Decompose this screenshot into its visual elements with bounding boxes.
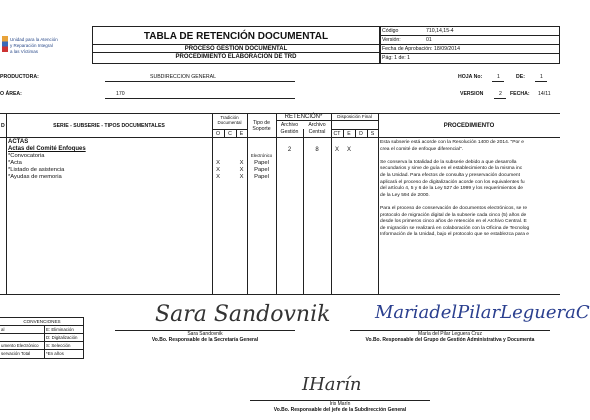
signature-role: Vo.Bo. Responsable del Grupo de Gestión Administrativa y Documenta bbox=[365, 337, 535, 343]
col-procedimiento-header: PROCEDIMIENTO bbox=[443, 123, 495, 129]
tipo-soporte: Papel bbox=[254, 160, 269, 166]
col-serie-header: SERIE - SUBSERIE - TIPOS DOCUMENTALES bbox=[53, 123, 165, 129]
tipo-o: X bbox=[216, 160, 220, 166]
area-label: O ÁREA: bbox=[0, 91, 22, 97]
convention-right: S: Selección bbox=[46, 343, 71, 348]
disp-ct: CT bbox=[333, 130, 341, 137]
procedimiento-line: Esta subserie está acorde con la Resolución 1400 de 2014. "Por e bbox=[380, 140, 524, 145]
signature-name: Sara Sandovnik bbox=[187, 331, 223, 337]
area-value: 170 bbox=[116, 91, 125, 97]
convention-right: D: Digitalización bbox=[46, 335, 78, 340]
tipo-name: *Convocatoria bbox=[8, 153, 45, 159]
signature-role: Vo.Bo. Responsable de la Secretaría General bbox=[151, 337, 259, 343]
logo-line-1: Unidad para la Atención bbox=[10, 37, 58, 42]
col-soporte-header bbox=[247, 120, 276, 132]
col-tradicion-header bbox=[212, 115, 247, 125]
tipo-e: X bbox=[239, 174, 244, 180]
meta-page: Pág: 1 de: 1 bbox=[382, 55, 410, 61]
convention-right: *En años bbox=[46, 351, 64, 356]
procedimiento-line: crea el comité de enfoque diferencial". bbox=[380, 146, 464, 152]
disp-s: S bbox=[370, 130, 375, 137]
col-central-header bbox=[303, 122, 331, 135]
col-d-header: D bbox=[1, 123, 5, 129]
procedimiento-line: aplicará el proceso de digitalización acorde con los equivalentes fu bbox=[380, 179, 525, 185]
procedimiento-line: secundarios y sirve de guía en el establecimiento de la misma inc bbox=[380, 166, 523, 172]
signature-name: María del Pilar Leguera Cruz bbox=[418, 331, 482, 337]
meta-date-label: Fecha de Aprobación: bbox=[382, 46, 433, 52]
tipo-soporte: Papel bbox=[254, 174, 269, 180]
convention-left: al bbox=[1, 327, 5, 332]
disp-e: E bbox=[347, 130, 351, 137]
gestion-label: Archivo Gestión bbox=[280, 122, 299, 135]
convention-right: E: Eliminación bbox=[46, 327, 74, 332]
procedimiento-line: Se conserva la totalidad de la subserie debido a que desarrolla bbox=[380, 159, 517, 165]
procedure-name: PROCEDIMIENTO ELABORACIÓN DE TRD bbox=[175, 54, 297, 60]
procedimiento-line: de la Unidad. Para efectos de consulta y preservación document bbox=[380, 173, 521, 178]
trad-c: C bbox=[228, 130, 232, 137]
signature-scribble: IHarín bbox=[302, 374, 362, 395]
logo-mark-icon bbox=[2, 36, 8, 52]
meta-code-label: Código bbox=[382, 28, 399, 34]
col-disposicion-header: Disposición Final bbox=[337, 114, 372, 119]
procedimiento-line: Información de la Unidad, bajo el protocolo que se establezca para e bbox=[380, 232, 529, 238]
procedimiento-line: Para el proceso de conservación de documentos electrónicos, se re bbox=[380, 206, 528, 211]
retencion-central-value: 8 bbox=[315, 147, 319, 153]
soporte-label: Tipo de Soporte bbox=[252, 120, 271, 132]
convention-left: servación Total bbox=[1, 351, 31, 356]
version-label: VERSION bbox=[460, 91, 484, 97]
logo-line-2: y Reparación Integral bbox=[10, 43, 53, 48]
hoja-label: HOJA No: bbox=[458, 74, 483, 80]
tipo-soporte: Papel bbox=[254, 167, 269, 173]
fecha-label: FECHA: bbox=[510, 91, 530, 97]
productora-label: PRODUCTORA: bbox=[0, 74, 39, 80]
productora-value: SUBDIRECCION GENERAL bbox=[150, 74, 217, 80]
central-label: Archivo Central bbox=[308, 122, 326, 135]
version-value: 2 bbox=[499, 91, 502, 97]
tipo-name: *Listado de asistencia bbox=[8, 167, 65, 173]
document-title: TABLA DE RETENCIÓN DOCUMENTAL bbox=[143, 31, 329, 42]
signature-scribble: MariadelPilarLegueraC bbox=[375, 302, 590, 323]
procedimiento-line: de la Ley 594 de 2000. bbox=[380, 192, 430, 198]
tipo-o: X bbox=[216, 174, 220, 180]
tipo-o: X bbox=[216, 167, 220, 173]
fecha-value: 14/11 bbox=[538, 91, 551, 97]
de-label: DE: bbox=[516, 74, 525, 80]
convention-left: umento Electrónico bbox=[1, 343, 39, 348]
logo bbox=[2, 34, 87, 58]
tipo-name: *Ayudas de memoria bbox=[8, 174, 62, 180]
serie-name: ACTAS bbox=[8, 139, 29, 145]
tradicion-label: Tradición Documental bbox=[217, 115, 242, 125]
procedimiento-line: protocolo de migración digital de la subserie cada cinco (5) años de bbox=[380, 212, 527, 218]
procedimiento-line: desde los primeros cinco años de retención en el Archivo Central. E bbox=[380, 219, 527, 225]
col-retencion-header: RETENCIÓN* bbox=[284, 114, 323, 120]
disp-e-value: X bbox=[346, 147, 351, 153]
disp-d: D bbox=[359, 130, 363, 137]
meta-version-value: 01 bbox=[426, 37, 432, 43]
signature-name: Iris Marín bbox=[329, 401, 351, 407]
tipo-e: X bbox=[239, 160, 244, 166]
process-name: PROCESO GESTIÓN DOCUMENTAL bbox=[184, 45, 288, 52]
tipo-soporte: Electrónico bbox=[250, 153, 273, 158]
de-value: 1 bbox=[540, 74, 543, 80]
trad-o: O bbox=[215, 130, 221, 137]
tipo-name: *Acta bbox=[8, 160, 22, 166]
meta-code-value: 710,14,15-4 bbox=[426, 28, 454, 34]
col-gestion-header bbox=[276, 122, 303, 135]
conventions-title: CONVENCIONES bbox=[23, 318, 61, 324]
meta-date-value: 18/09/2014 bbox=[434, 46, 460, 52]
subserie-name: Actas del Comité Enfoques bbox=[8, 146, 86, 152]
procedimiento-line: del artículo 4, 5 y 6 de la Ley 527 de 1999 y los requerimientos de bbox=[380, 186, 524, 192]
procedimiento-line: de migración se realizará en colaboración con la Oficina de Tecnolog bbox=[380, 225, 530, 231]
disp-ct-value: X bbox=[334, 147, 339, 153]
meta-version-label: Versión: bbox=[382, 37, 401, 43]
hoja-value: 1 bbox=[497, 74, 500, 80]
logo-line-3: a las Víctimas bbox=[10, 49, 39, 54]
trad-e: E bbox=[239, 130, 244, 137]
signature-role: Vo.Bo. Responsable del jefe de la Subdirección General bbox=[273, 407, 407, 413]
signature-scribble: Sara Sandovnik bbox=[155, 302, 331, 327]
tipo-e: X bbox=[239, 167, 244, 173]
retencion-gestion-value: 2 bbox=[287, 147, 292, 153]
